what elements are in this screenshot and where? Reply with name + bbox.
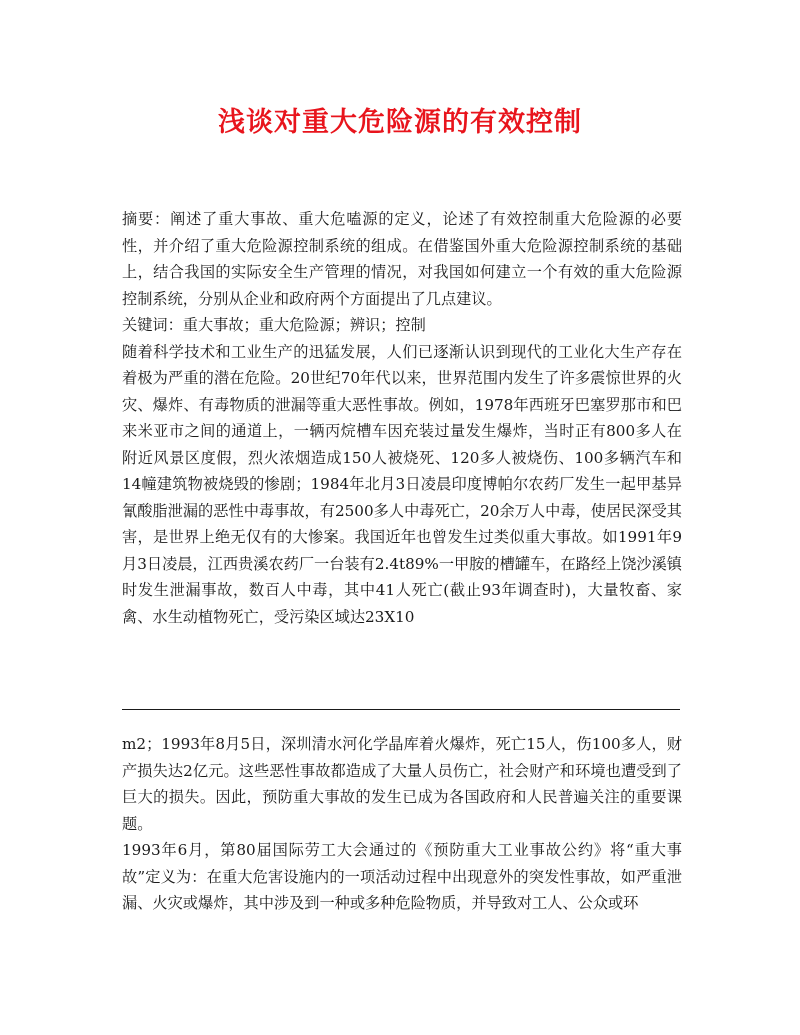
horizontal-divider xyxy=(122,709,680,710)
body-paragraph: m2；1993年8月5日，深圳清水河化学晶库着火爆炸，死亡15人，伤100多人，财产损失达2亿元。这些恶性事故都造成了大量人员伤亡，社会财产和环境也遭受到了巨大的损失。因此，预防重大事故的发生已成为各国政府和人民普遍关注的重要课题。 xyxy=(122,735,682,833)
body-paragraph: 1993年6月，第80届国际劳工大会通过的《预防重大工业事故公约》将“重大事故”定义为：在重大危害设施内的一项活动过程中出现意外的突发性事故，如严重泄漏、火灾或爆炸，其中涉及到一种或多种危险物质，并导致对工人、公众或环 xyxy=(122,841,682,912)
text-section-upper xyxy=(122,206,682,630)
document-title: 浅谈对重大危险源的有效控制 xyxy=(218,107,582,138)
keywords-line: 关键词：重大事故；重大危险源；辨识；控制 xyxy=(122,316,426,334)
body-paragraph: 随着科学技术和工业生产的迅猛发展，人们已逐渐认识到现代的工业化大生产存在着极为严重的潜在危险。20世纪70年代以来，世界范围内发生了许多震惊世界的火灾、爆炸、有毒物质的泄漏等重大恶性事故。例如，1978年西班牙巴塞罗那市和巴来米亚市之间的通道上，一辆丙烷槽车因充装过量发生爆炸，当时正有800多人在附近风景区度假，烈火浓烟造成150人被烧死、120多人被烧伤、100多辆汽车和14幢建筑物被烧毁的惨剧；1984年北月3日凌晨印度博帕尔农药厂发生一起甲基异氰酸脂泄漏的恶性中毒事故，有2500多人中毒死亡，20余万人中毒，使居民深受其害，是世界上绝无仅有的大惨案。我国近年也曾发生过类似重大事故。如1991年9月3日凌晨，江西贵溪农药厂一台装有2.4t89%一甲胺的槽罐车，在路经上饶沙溪镇时发生泄漏事故，数百人中毒，其中41人死亡(截止93年调查时)，大量牧畜、家禽、水生动植物死亡，受污染区域达23X10 xyxy=(122,342,682,626)
text-section-lower xyxy=(122,731,682,917)
abstract-paragraph: 摘要：阐述了重大事故、重大危嗑源的定义，论述了有效控制重大危险源的必要性，并介绍了重大危险源控制系统的组成。在借鉴国外重大危险源控制系统的基础上，结合我国的实际安全生产管理的情况，对我国如何建立一个有效的重大危险源控制系统，分别从企业和政府两个方面提出了几点建议。 xyxy=(122,210,682,308)
